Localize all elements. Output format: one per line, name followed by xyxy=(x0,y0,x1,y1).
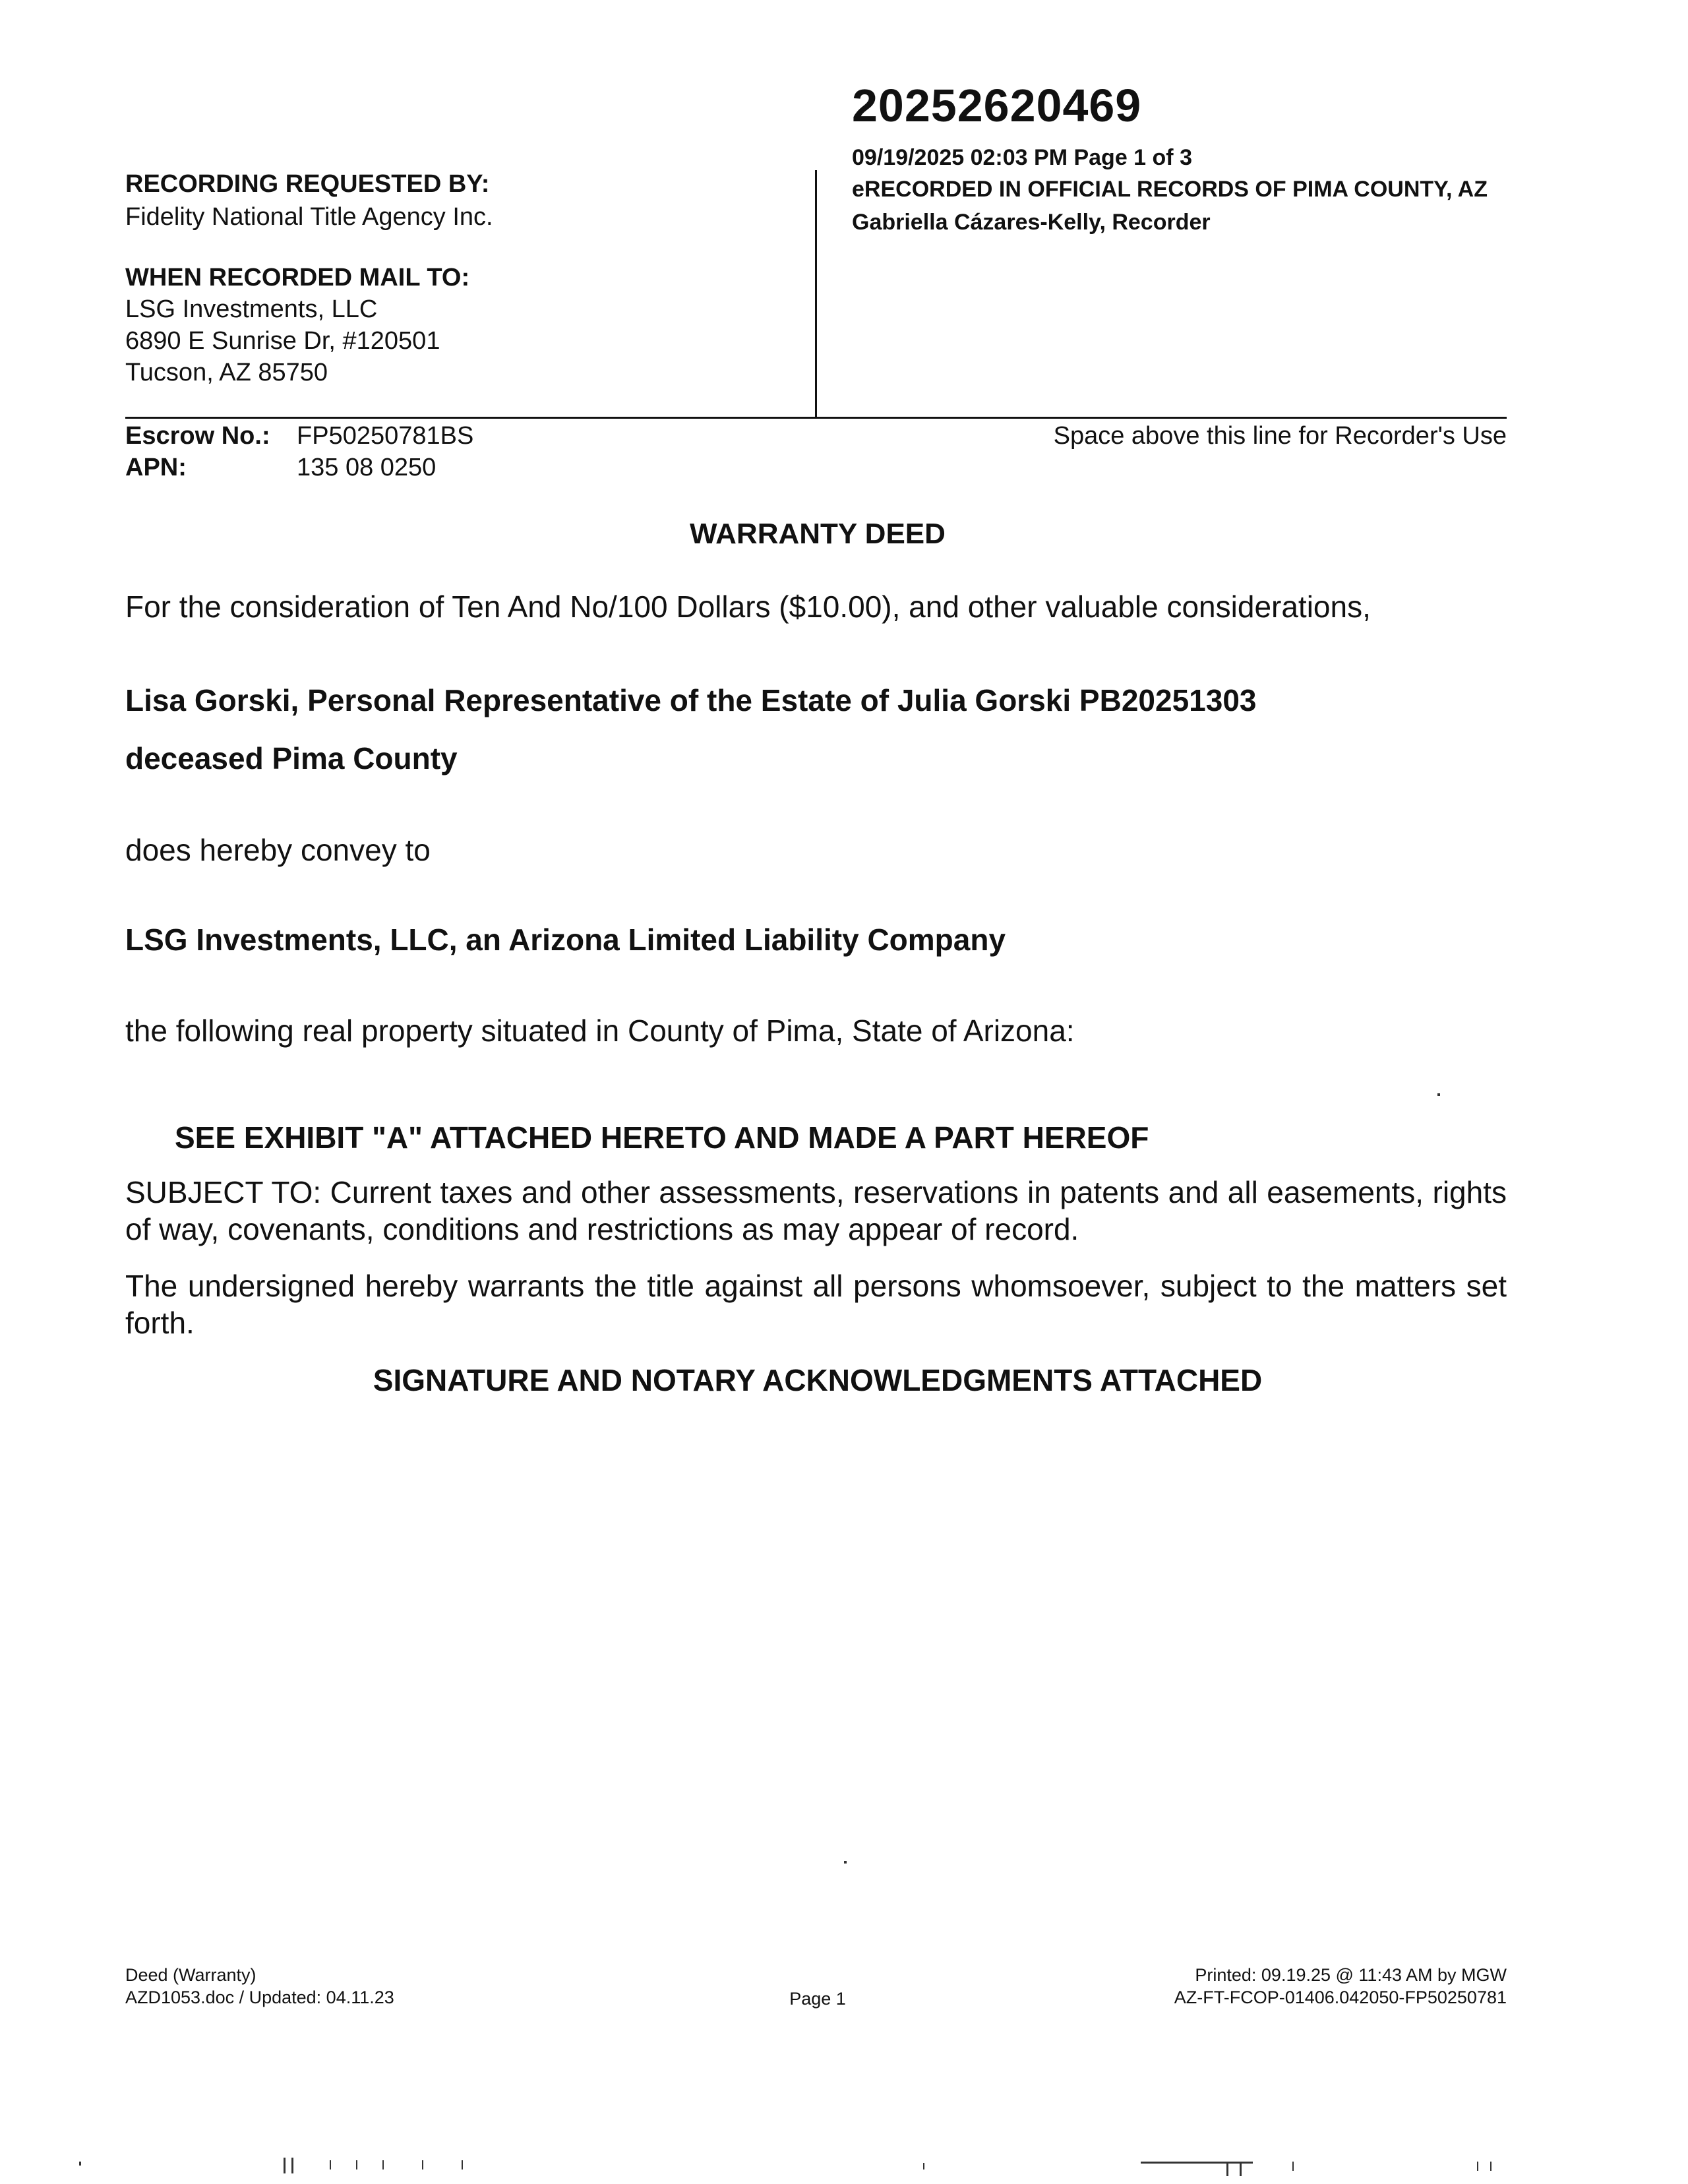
escrow-label: Escrow No.: xyxy=(125,422,270,450)
subject-to-paragraph: SUBJECT TO: Current taxes and other assessments, reservations in patents and all easements, rights of way, covenants, conditions and restrictions as may appear of record. xyxy=(125,1175,1507,1246)
warranty-paragraph: The undersigned hereby warrants the title against all persons whomsoever, subject to the matters set forth. xyxy=(125,1269,1507,1340)
footer-file-id: AZ-FT-FCOP-01406.042050-FP50250781 xyxy=(1174,1987,1507,2007)
recording-number: 20252620469 xyxy=(852,80,1142,131)
footer-doc-id: AZD1053.doc / Updated: 04.11.23 xyxy=(125,1987,394,2007)
apn-value: 135 08 0250 xyxy=(297,454,437,481)
grantee-text: LSG Investments, LLC, an Arizona Limited Liability Company xyxy=(125,923,1006,957)
convey-text: does hereby convey to xyxy=(125,833,431,867)
consideration-text: For the consideration of Ten And No/100 Dollars ($10.00), and other valuable considerations, xyxy=(125,590,1371,624)
signature-note: SIGNATURE AND NOTARY ACKNOWLEDGMENTS ATTACHED xyxy=(373,1363,1263,1397)
recording-datetime-page: 09/19/2025 02:03 PM Page 1 of 3 xyxy=(852,145,1192,170)
requested-by-heading: RECORDING REQUESTED BY: xyxy=(125,170,490,198)
vertical-divider xyxy=(815,170,817,418)
mail-to-heading: WHEN RECORDED MAIL TO: xyxy=(125,264,470,291)
grantor-line-1: Lisa Gorski, Personal Representative of the Estate of Julia Gorski PB20251303 xyxy=(125,683,1257,717)
official-records-line: eRECORDED IN OFFICIAL RECORDS OF PIMA COUNTY, AZ xyxy=(852,177,1488,202)
footer-doc-type: Deed (Warranty) xyxy=(125,1965,256,1985)
footer-page-number: Page 1 xyxy=(789,1989,846,2009)
requested-by-value: Fidelity National Title Agency Inc. xyxy=(125,203,493,231)
property-text: the following real property situated in County of Pima, State of Arizona: xyxy=(125,1014,1075,1048)
recorder-name: Gabriella Cázares-Kelly, Recorder xyxy=(852,210,1211,235)
apn-label: APN: xyxy=(125,454,187,481)
recorder-space-divider xyxy=(125,417,1507,419)
deed-title: WARRANTY DEED xyxy=(690,518,946,550)
recorder-use-note: Space above this line for Recorder's Use xyxy=(1053,422,1507,450)
escrow-value: FP50250781BS xyxy=(297,422,474,450)
mail-to-street: 6890 E Sunrise Dr, #120501 xyxy=(125,327,440,355)
exhibit-reference: SEE EXHIBIT "A" ATTACHED HERETO AND MADE A PART HEREOF xyxy=(175,1120,1149,1155)
mail-to-city: Tucson, AZ 85750 xyxy=(125,359,328,386)
mail-to-name: LSG Investments, LLC xyxy=(125,295,378,323)
grantor-line-2: deceased Pima County xyxy=(125,741,458,775)
footer-printed: Printed: 09.19.25 @ 11:43 AM by MGW xyxy=(1195,1965,1507,1985)
